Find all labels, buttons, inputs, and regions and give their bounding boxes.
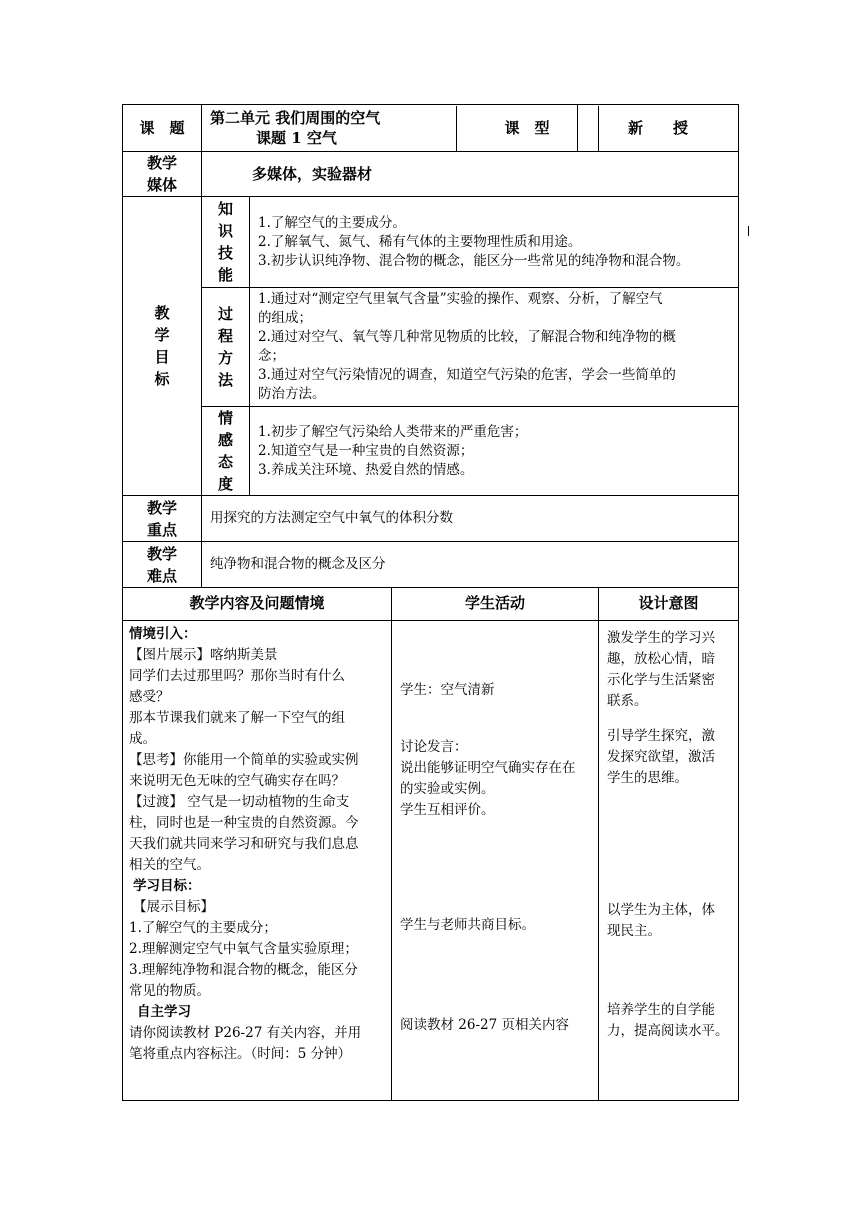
media-label: 教学 媒体	[123, 152, 202, 197]
type-value: 新 授	[578, 105, 739, 152]
emotion-items: 1.初步了解空气污染给人类带来的严重危害； 2.知道空气是一种宝贵的自然资源； 3.养成关注环境、热爱自然的情感。	[250, 407, 739, 496]
content-cell: 情境引入： 【图片展示】喀纳斯美景 同学们去过那里吗？那你当时有什么 感受？ 那本节课我们就来了解一下空气的组 成。 【思考】你能用一个简单的实验或实例 来说明无色无味的空气确实存在吗？ 【过渡】 空气是一切动植物的生命支 柱，同时也是一种宝贵的自然资源。今 天我们就共同来学习和研究与我们息息 相关的空气。 学习目标： 【展示目标】 1.了解空气的主要成分； 2.理解测定空气中氧气含量实验原理； 3.理解纯净物和混合物的概念，能区分 常见的物质。 自主学习 请你阅读教材 P26-27 有关内容，并用 笔将重点内容标注。（时间：5 分钟）	[123, 620, 392, 1100]
objectives-label: 教 学 目 标	[123, 197, 202, 496]
focus-label: 教学 重点	[123, 496, 202, 542]
lesson-info-table	[122, 104, 739, 588]
intent-cell: 激发学生的学习兴 趣，放松心情，暗 示化学与生活紧密 联系。 引导学生探究，激 发探究欲望，激活 学生的思维。 以学生为主体，体 现民主。 培养学生的自学能 力，提高阅读水平。	[599, 620, 739, 1100]
media-value: 多媒体，实验器材	[202, 152, 739, 197]
lesson-title-cell	[202, 105, 578, 152]
subject-label: 课 题	[123, 105, 202, 152]
knowledge-label: 知 识 技 能	[202, 197, 250, 288]
knowledge-items: 1.了解空气的主要成分。 2.了解氧气、氮气、稀有气体的主要物理性质和用途。 3.初步认识纯净物、混合物的概念，能区分一些常见的纯净物和混合物。	[250, 197, 739, 288]
self-study-heading: 自主学习	[137, 1003, 191, 1020]
difficulty-value: 纯净物和混合物的概念及区分	[202, 542, 739, 588]
lesson-plan-table	[122, 104, 738, 1101]
margin-mark	[748, 226, 749, 236]
type-label: 课 型	[456, 106, 598, 151]
activity-3: 学生与老师共商目标。	[400, 916, 535, 933]
intro-heading: 情境引入：	[129, 625, 197, 642]
activity-4: 阅读教材 26-27 页相关内容	[400, 1016, 570, 1033]
teaching-process-table	[122, 588, 739, 1101]
goal-heading: 学习目标：	[133, 877, 201, 894]
column-activity-header: 学生活动	[392, 588, 599, 620]
activity-cell: 学生：空气清新 讨论发言： 说出能够证明空气确实存在在 的实验或实例。 学生互相评价。 学生与老师共商目标。 阅读教材 26-27 页相关内容	[392, 620, 599, 1100]
column-content-header: 教学内容及问题情境	[123, 588, 392, 620]
process-label: 过 程 方 法	[202, 288, 250, 407]
unit-title: 第二单元 我们周围的空气	[210, 109, 381, 127]
emotion-label: 情 感 态 度	[202, 407, 250, 496]
difficulty-label: 教学 难点	[123, 542, 202, 588]
column-intent-header: 设计意图	[599, 588, 739, 620]
focus-value: 用探究的方法测定空气中氧气的体积分数	[202, 496, 739, 542]
lesson-title: 课题 1 空气	[256, 129, 337, 147]
process-items: 1.通过对“测定空气里氧气含量”实验的操作、观察、分析，了解空气 的组成； 2.通过对空气、氧气等几种常见物质的比较，了解混合物和纯净物的概 念； 3.通过对空气污染情况的调查，知道空气污染的危害，学会一些简单的 防治方法。	[250, 288, 739, 407]
activity-1: 学生：空气清新	[400, 681, 495, 698]
